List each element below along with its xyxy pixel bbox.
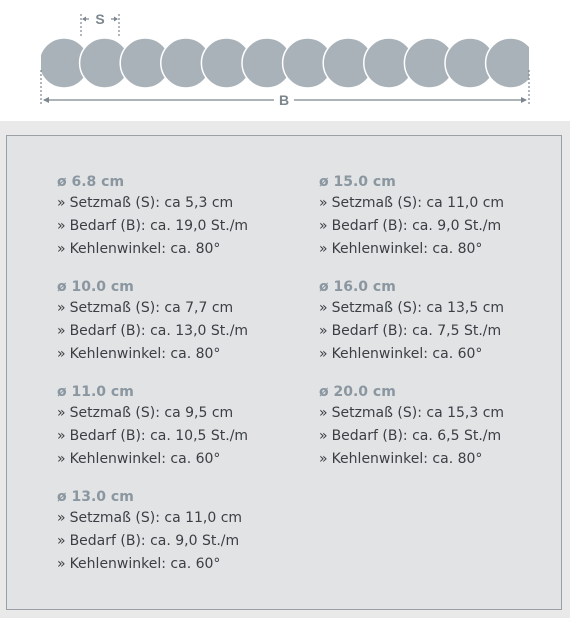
spec-line-text: Setzmaß (S): ca 11,0 cm — [69, 510, 243, 526]
spec-line — [319, 343, 559, 366]
spec-line — [57, 343, 297, 366]
spec-line-text: Kehlenwinkel: ca. 80° — [331, 241, 483, 257]
bullet-icon: » — [319, 405, 328, 421]
spec-group — [57, 487, 297, 576]
spec-line — [57, 507, 297, 530]
spec-line — [57, 553, 297, 576]
bullet-icon: » — [57, 428, 66, 444]
spec-line-text: Setzmaß (S): ca 9,5 cm — [69, 405, 234, 421]
spec-line-text: Kehlenwinkel: ca. 60° — [331, 346, 483, 362]
spec-heading: ø 10.0 cm — [57, 279, 134, 295]
spec-group — [57, 277, 297, 366]
spec-line — [319, 448, 559, 471]
bullet-icon: » — [57, 300, 66, 316]
spec-line-text: Kehlenwinkel: ca. 80° — [69, 241, 221, 257]
bullet-icon: » — [57, 241, 66, 257]
bullet-icon: » — [319, 346, 328, 362]
spec-line-text: Setzmaß (S): ca 15,3 cm — [331, 405, 505, 421]
bullet-icon: » — [319, 195, 328, 211]
spec-line-text: Kehlenwinkel: ca. 80° — [331, 451, 483, 467]
bullet-icon: » — [319, 241, 328, 257]
spec-line — [57, 297, 297, 320]
spec-line — [57, 192, 297, 215]
spec-line-text: Setzmaß (S): ca 7,7 cm — [69, 300, 234, 316]
bullet-icon: » — [319, 218, 328, 234]
spec-heading: ø 13.0 cm — [57, 489, 134, 505]
s-arrowhead-right — [114, 17, 118, 22]
shingle-circle — [486, 38, 536, 88]
bullet-icon: » — [57, 451, 66, 467]
spec-heading: ø 15.0 cm — [319, 174, 396, 190]
spec-line — [319, 192, 559, 215]
spec-line-text: Bedarf (B): ca. 19,0 St./m — [69, 218, 249, 234]
circle-row — [39, 38, 536, 88]
spec-line — [319, 320, 559, 343]
spec-line-text: Kehlenwinkel: ca. 60° — [69, 556, 221, 572]
bullet-icon: » — [57, 195, 66, 211]
spec-line-text: Kehlenwinkel: ca. 60° — [69, 451, 221, 467]
bullet-icon: » — [57, 346, 66, 362]
spec-line-text: Kehlenwinkel: ca. 80° — [69, 346, 221, 362]
s-label: S — [95, 11, 105, 27]
spec-line — [57, 402, 297, 425]
spec-line — [319, 425, 559, 448]
spec-line — [319, 297, 559, 320]
spec-line — [57, 530, 297, 553]
spec-heading: ø 16.0 cm — [319, 279, 396, 295]
spec-line-text: Bedarf (B): ca. 9,0 St./m — [331, 218, 502, 234]
b-arrowhead-left — [43, 97, 49, 103]
spec-line — [57, 320, 297, 343]
spec-panel — [6, 135, 562, 610]
spec-line — [57, 215, 297, 238]
spec-line-text: Bedarf (B): ca. 6,5 St./m — [331, 428, 502, 444]
spec-group — [319, 382, 559, 471]
bullet-icon: » — [57, 533, 66, 549]
spec-line-text: Setzmaß (S): ca 5,3 cm — [69, 195, 234, 211]
bullet-icon: » — [57, 405, 66, 421]
spec-line — [319, 402, 559, 425]
spec-group — [57, 172, 297, 261]
spec-line — [57, 425, 297, 448]
spec-group — [319, 277, 559, 366]
bullet-icon: » — [319, 323, 328, 339]
bullet-icon: » — [319, 451, 328, 467]
bullet-icon: » — [57, 510, 66, 526]
spec-line-text: Setzmaß (S): ca 11,0 cm — [331, 195, 505, 211]
spec-line-text: Bedarf (B): ca. 7,5 St./m — [331, 323, 502, 339]
spec-line — [57, 238, 297, 261]
b-label: B — [278, 92, 290, 108]
spec-line-text: Setzmaß (S): ca 13,5 cm — [331, 300, 505, 316]
spec-line — [57, 448, 297, 471]
shingle-diagram — [0, 0, 570, 118]
spec-group — [319, 172, 559, 261]
s-arrowhead-left — [82, 17, 86, 22]
spec-heading: ø 11.0 cm — [57, 384, 134, 400]
bullet-icon: » — [319, 428, 328, 444]
spec-line-text: Bedarf (B): ca. 10,5 St./m — [69, 428, 249, 444]
spec-line-text: Bedarf (B): ca. 9,0 St./m — [69, 533, 240, 549]
bullet-icon: » — [319, 300, 328, 316]
bullet-icon: » — [57, 323, 66, 339]
spec-group — [57, 382, 297, 471]
spec-line — [319, 215, 559, 238]
b-arrowhead-right — [521, 97, 527, 103]
bullet-icon: » — [57, 556, 66, 572]
spec-line-text: Bedarf (B): ca. 13,0 St./m — [69, 323, 249, 339]
spec-line — [319, 238, 559, 261]
bullet-icon: » — [57, 218, 66, 234]
spec-panel-background — [0, 121, 570, 618]
spec-heading: ø 20.0 cm — [319, 384, 396, 400]
spec-heading: ø 6.8 cm — [57, 174, 125, 190]
